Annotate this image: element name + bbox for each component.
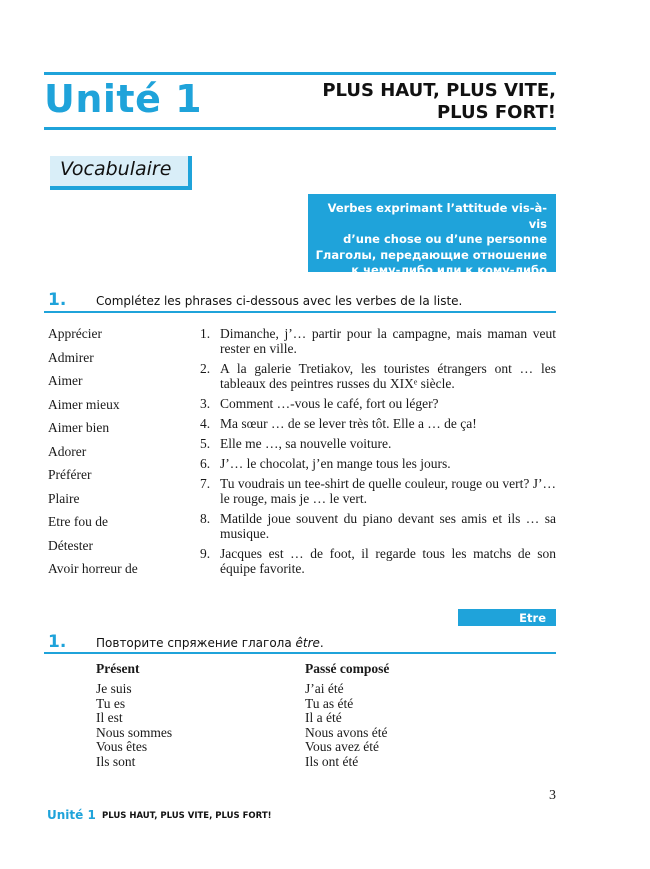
info-box [308,194,556,277]
sentence-number: 7. [200,476,211,491]
unit-subtitle [322,80,556,124]
present-list [96,682,172,770]
section-title-box [50,156,192,190]
sentence-item [200,546,556,576]
sentence-item [200,456,556,471]
conjugation-item: Vous êtes [96,739,148,755]
conjugation-item: Je suis [96,681,132,696]
instruction-verb: être [295,636,320,650]
verb-item: Détester [48,537,93,553]
verb-item: Aimer mieux [48,396,120,412]
sentence-number: 9. [200,546,211,561]
verb-item: Préférer [48,467,92,482]
exercise1-number: 1. [48,290,67,310]
info-line-3: Глаголы, передающие отношение [315,247,547,262]
unit-subtitle-line1: PLUS HAUT, PLUS VITE, [322,80,556,101]
sentence-item [200,476,556,506]
conjugation-item: Il est [96,710,123,726]
verb-item: Apprécier [48,326,102,341]
sentence-item [200,361,556,391]
sentence-number: 2. [200,361,211,376]
etre-tag: Etre [458,609,556,626]
sentence-number: 6. [200,456,211,471]
sentence-number: 3. [200,396,211,411]
sentence-item [200,326,556,356]
verb-list [48,326,138,585]
conjugation-item: Nous avons été [305,724,388,740]
conjugation-item: J’ai été [305,681,344,696]
sentence-text: Jacques est … de foot, il regarde tous les matchs de son équipe favorite. [220,546,556,576]
info-line-1: Verbes exprimant l’attitude vis-à-vis [327,201,547,231]
instruction-suffix: . [319,636,324,650]
conjugation-item: Tu es [96,695,126,711]
header-bottom-rule [44,127,556,130]
conjugation-item: Tu as été [305,695,354,711]
info-line-4: к чему-либо или к кому-либо [351,263,547,277]
exercise2-number: 1. [48,632,67,652]
sentence-text: Comment …-vous le café, fort ou léger? [220,396,439,411]
sentence-number: 1. [200,326,211,341]
sentence-number: 4. [200,416,211,431]
verb-item: Plaire [48,490,80,506]
exercise2-instruction [96,636,324,650]
sentence-item [200,396,556,411]
page-number: 3 [549,788,556,803]
present-header: Présent [96,661,140,676]
sentence-item [200,511,556,541]
unit-title: Unité 1 [44,77,203,121]
sentence-item [200,436,556,451]
verb-item: Avoir horreur de [48,561,138,576]
sentence-text: A la galerie Tretiakov, les touristes étrangers ont … les tableaux des peintres russes du XIXᵉ siècle. [220,361,556,391]
sentence-text: Ma sœur … de se lever très tôt. Elle a … de ça! [220,416,477,431]
exercise1-rule [44,311,556,313]
conjugation-item: Nous sommes [96,724,173,740]
footer-subtitle: PLUS HAUT, PLUS VITE, PLUS FORT! [102,811,272,821]
passe-compose-list [305,682,387,770]
conjugation-item: Il a été [305,710,342,726]
verb-item: Admirer [48,349,94,365]
info-line-2: d’une chose ou d’une personne [343,232,547,246]
passe-compose-header: Passé composé [305,661,390,676]
conjugation-item: Ils sont [96,753,136,769]
sentence-text: J’… le chocolat, j’en mange tous les jours. [220,456,451,471]
sentence-list [200,326,556,581]
verb-item: Aimer [48,373,83,388]
sentence-text: Dimanche, j’… partir pour la campagne, mais maman veut rester en ville. [220,326,556,356]
sentence-number: 5. [200,436,211,451]
exercise1-instruction: Complétez les phrases ci-dessous avec les verbes de la liste. [96,294,463,308]
conjugation-item: Vous avez été [305,739,379,755]
verb-item: Aimer bien [48,420,110,435]
unit-subtitle-line2: PLUS FORT! [436,102,556,123]
verb-item: Etre fou de [48,514,108,529]
section-title: Vocabulaire [60,158,172,180]
sentence-item [200,416,556,431]
exercise2-rule [44,652,556,654]
footer-unit: Unité 1 [47,808,96,822]
sentence-text: Elle me …, sa nouvelle voiture. [220,436,392,451]
conjugation-item: Ils ont été [305,753,359,769]
header-top-rule [44,72,556,75]
sentence-text: Tu voudrais un tee-shirt de quelle couleur, rouge ou vert? J’… le rouge, mais je … le vert. [220,476,557,506]
instruction-prefix: Повторите спряжение глагола [96,636,296,650]
sentence-text: Matilde joue souvent du piano devant ses amis et ils … sa musique. [220,511,556,541]
verb-item: Adorer [48,443,87,459]
sentence-number: 8. [200,511,211,526]
